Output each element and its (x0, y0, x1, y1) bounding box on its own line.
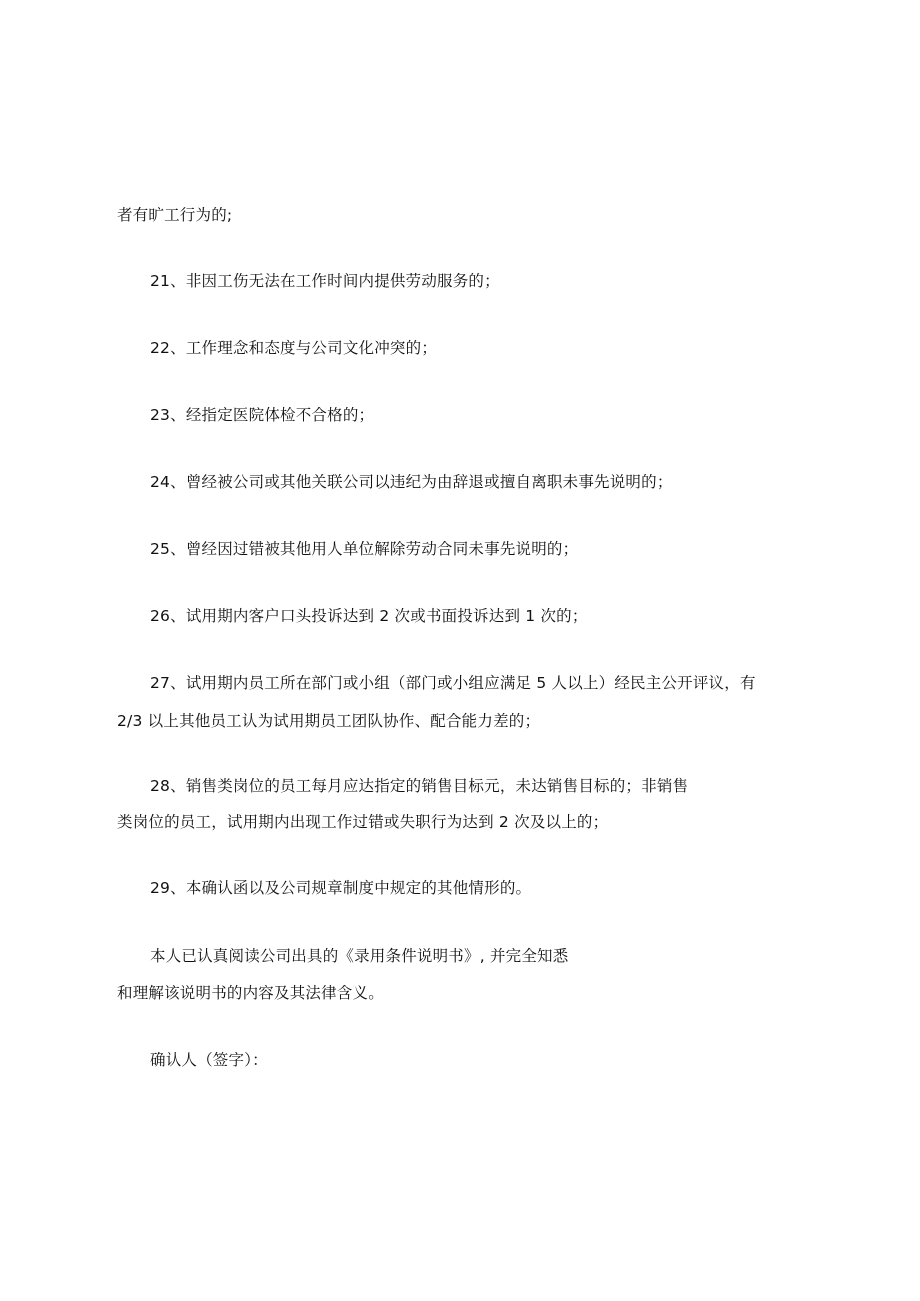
item-21: 21、非因工伤无法在工作时间内提供劳动服务的； (150, 272, 500, 290)
acknowledgement-line-1: 本人已认真阅读公司出具的《录用条件说明书》, 并完全知悉 (150, 947, 569, 965)
item-29: 29、本确认函以及公司规章制度中规定的其他情形的。 (150, 879, 532, 897)
item-27-line-2: 2/3 以上其他员工认为试用期员工团队协作、配合能力差的； (117, 712, 541, 730)
item-23: 23、经指定医院体检不合格的； (150, 406, 375, 424)
item-27-line-1: 27、试用期内员工所在部门或小组（部门或小组应满足 5 人以上）经民主公开评议，有 (150, 674, 756, 692)
acknowledgement-line-2: 和理解该说明书的内容及其法律含义。 (117, 984, 384, 1002)
item-25: 25、曾经因过错被其他用人单位解除劳动合同未事先说明的； (150, 540, 579, 558)
item-26: 26、试用期内客户口头投诉达到 2 次或书面投诉达到 1 次的； (150, 607, 588, 625)
item-28-line-1: 28、销售类岗位的员工每月应达指定的销售目标元，未达销售目标的；非销售 (150, 777, 689, 795)
item-24: 24、曾经被公司或其他关联公司以违纪为由辞退或擅自离职未事先说明的； (150, 473, 673, 491)
signature-label: 确认人（签字）： (150, 1051, 268, 1069)
continuation-line: 者有旷工行为的; (117, 206, 233, 224)
item-22: 22、工作理念和态度与公司文化冲突的； (150, 339, 438, 357)
item-28-line-2: 类岗位的员工，试用期内出现工作过错或失职行为达到 2 次及以上的； (117, 813, 609, 831)
